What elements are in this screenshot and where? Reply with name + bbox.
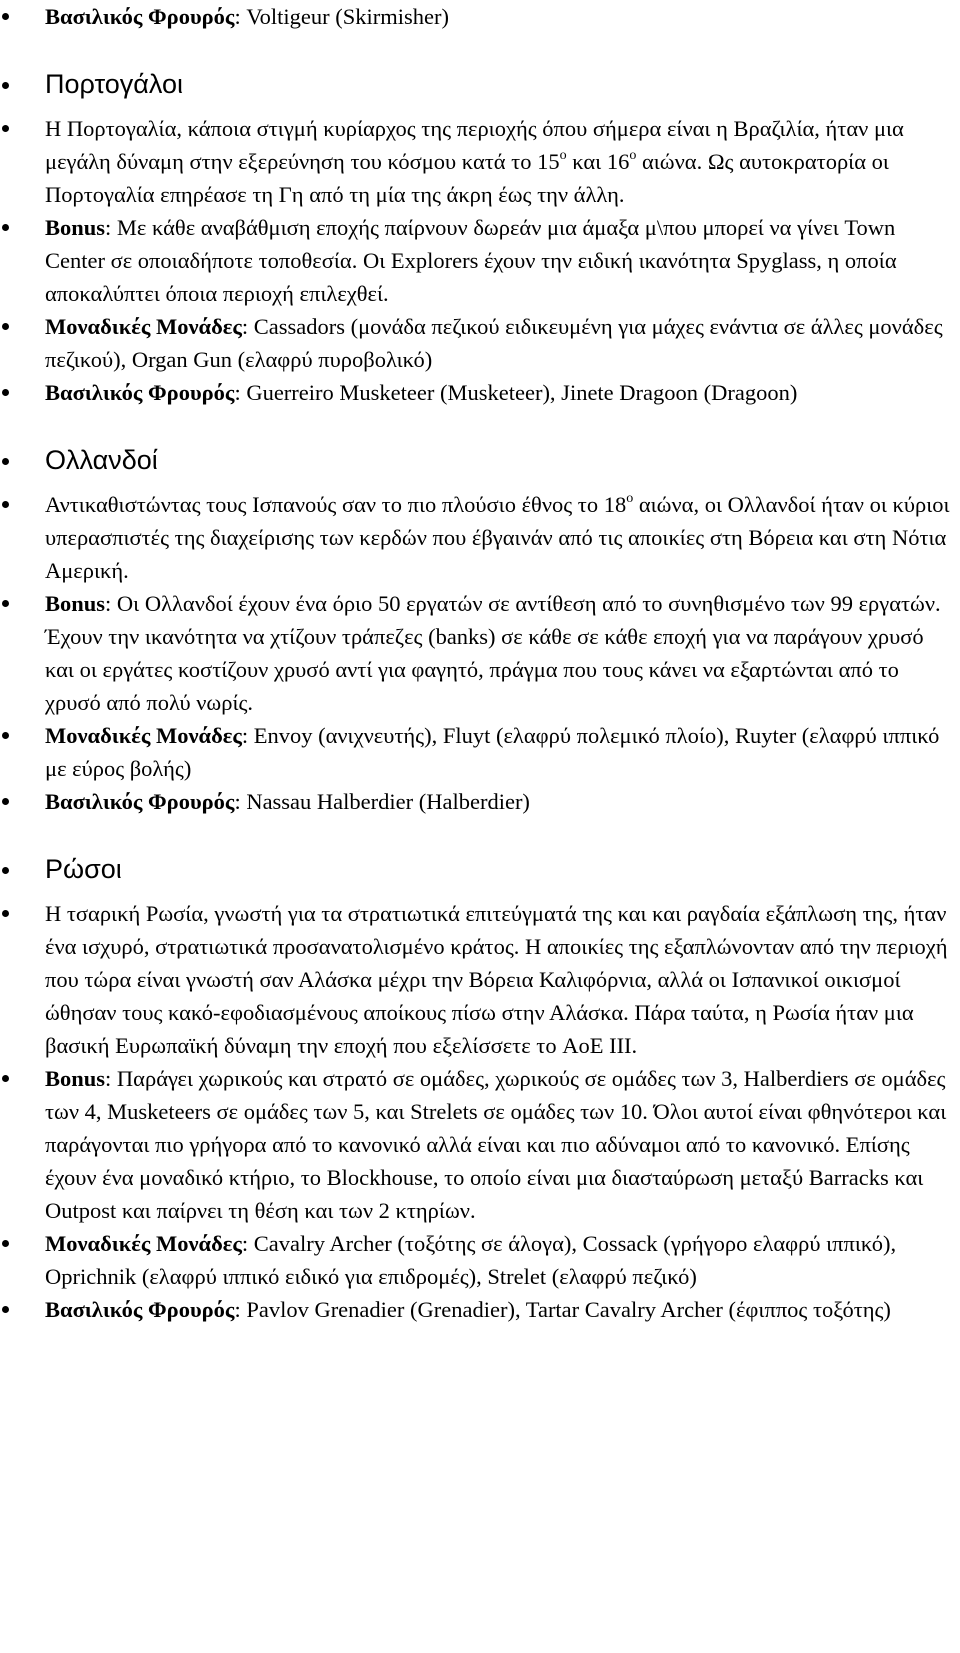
list-item: Αντικαθιστώντας τους Ισπανούς σαν το πιο πλούσιο έθνος το $18^o$ αιώνα, οι Ολλανδοί ήταν οι κύριοι υπερασπιστές της διαχείρισης των κερδών που έβγαινάν από τις αποικίες στη Βόρεια και στη Νότια Αμερική. bbox=[0, 488, 960, 587]
item-text: : Envoy (ανιχνευτής), Fluyt (ελαφρύ πολεμικό πλοίο), Ruyter (ελαφρύ ιππικό με εύρος βολής) bbox=[45, 723, 940, 781]
item-label: Βασιλικός Φρουρός bbox=[45, 380, 235, 405]
item-text: : Pavlov Grenadier (Grenadier), Tartar Cavalry Archer (έφιππος τοξότης) bbox=[234, 1297, 891, 1322]
item-text: : Cassadors (μονάδα πεζικού ειδικευμένη για μάχες ενάντια σε άλλες μονάδες πεζικού), Organ Gun (ελαφρύ πυροβολικό) bbox=[45, 314, 943, 372]
list-item bbox=[0, 719, 960, 785]
item-label: Βασιλικός Φρουρός bbox=[45, 4, 235, 29]
section-heading-dutch: Ολλανδοί bbox=[0, 442, 960, 478]
item-text: Η τσαρική Ρωσία, γνωστή για τα στρατιωτικά επιτεύγματά της και και ραγδαία εξάπλωση της, ήταν ένα ισχυρό, στρατιωτικά προσανατολισμένο κράτος. Η αποικίες της εξαπλώνονταν από την περιοχή που τώρα είναι γνωστή σαν Αλάσκα μέχρι την Βόρεια Καλιφόρνια, αλλά οι Ισπανικοί οικισμοί ώθησαν τους κακό-εφοδιασμένους αποίκους πίσω στην Αλάσκα. Πάρα ταύτα, η Ρωσία ήταν μια βασική Ευρωπαϊκή δύναμη την εποχή που εξελίσσετε το AoE III. bbox=[45, 901, 948, 1058]
list-item bbox=[0, 897, 960, 1062]
item-text: : Παράγει χωρικούς και στρατό σε ομάδες, χωρικούς σε ομάδες των 3, Halberdiers σε ομάδες των 4, Musketeers σε ομάδες των 5, και Strelets σε ομάδες των 10. Όλοι αυτοί είναι φθηνότεροι και παράγονται πιο γρήγορα από το κανονικό αλλά είναι και πιο αδύναμοι από το κανονικό. Επίσης έχουν ένα μοναδικό κτήριο, το Blockhouse, το οποίο είναι μια διασταύρωση μεταξύ Barracks και Outpost και παίρνει τη θέση και των 2 κτηρίων. bbox=[45, 1066, 947, 1223]
section-heading-russians: Ρώσοι bbox=[0, 851, 960, 887]
list-item bbox=[0, 1227, 960, 1293]
item-label: Μοναδικές Μονάδες bbox=[45, 1231, 242, 1256]
item-label: Βασιλικός Φρουρός bbox=[45, 1297, 235, 1322]
section-heading-portuguese: Πορτογάλοι bbox=[0, 66, 960, 102]
list-item bbox=[0, 587, 960, 719]
item-text: : Με κάθε αναβάθμιση εποχής παίρνουν δωρεάν μια άμαξα μ\που μπορεί να γίνει Town Center σε οποιαδήποτε τοποθεσία. Οι Explorers έχουν την ειδική ικανότητα Spyglass, η οποία αποκαλύπτει όποια περιοχή επιλεχθεί. bbox=[45, 215, 897, 306]
item-label: Βασιλικός Φρουρός bbox=[45, 789, 235, 814]
list-item bbox=[0, 211, 960, 310]
list-item bbox=[0, 1062, 960, 1227]
item-text: : Nassau Halberdier (Halberdier) bbox=[234, 789, 530, 814]
item-text: : Guerreiro Musketeer (Musketeer), Jinete Dragoon (Dragoon) bbox=[234, 380, 798, 405]
list-item bbox=[0, 1293, 960, 1326]
item-text: : Οι Ολλανδοί έχουν ένα όριο 50 εργατών σε αντίθεση από το συνηθισμένο των 99 εργατών. Έχουν την ικανότητα να χτίζουν τράπεζες (banks) σε κάθε σε κάθε εποχή για να παράγουν χρυσό και οι εργάτες κοστίζουν χρυσό αντί για φαγητό, πράγμα που τους κάνει να εξαρτώνται από το χρυσό από πολύ νωρίς. bbox=[45, 591, 941, 715]
item-text: : Voltigeur (Skirmisher) bbox=[234, 4, 450, 29]
item-text: : Cavalry Archer (τοξότης σε άλογα), Cossack (γρήγορο ελαφρύ ιππικό), Oprichnik (ελαφρύ ιππικό ειδικό για επιδρομές), Strelet (ελαφρύ πεζικό) bbox=[45, 1231, 897, 1289]
item-label: Bonus bbox=[45, 1066, 106, 1091]
item-label: Bonus bbox=[45, 215, 106, 240]
list-item bbox=[0, 0, 960, 33]
list-item bbox=[0, 310, 960, 376]
list-item bbox=[0, 376, 960, 409]
list-item: Η Πορτογαλία, κάποια στιγμή κυρίαρχος της περιοχής όπου σήμερα είναι η Βραζιλία, ήταν μια μεγάλη δύναμη στην εξερεύνηση του κόσμου κατά το $15^o$ και $16^o$ αιώνα. Ως αυτοκρατορία οι Πορτογαλία επηρέασε τη Γη από τη μία της άκρη έως την άλλη. bbox=[0, 112, 960, 211]
item-label: Μοναδικές Μονάδες bbox=[45, 723, 242, 748]
item-label: Bonus bbox=[45, 591, 106, 616]
item-label: Μοναδικές Μονάδες bbox=[45, 314, 242, 339]
list-item bbox=[0, 785, 960, 818]
